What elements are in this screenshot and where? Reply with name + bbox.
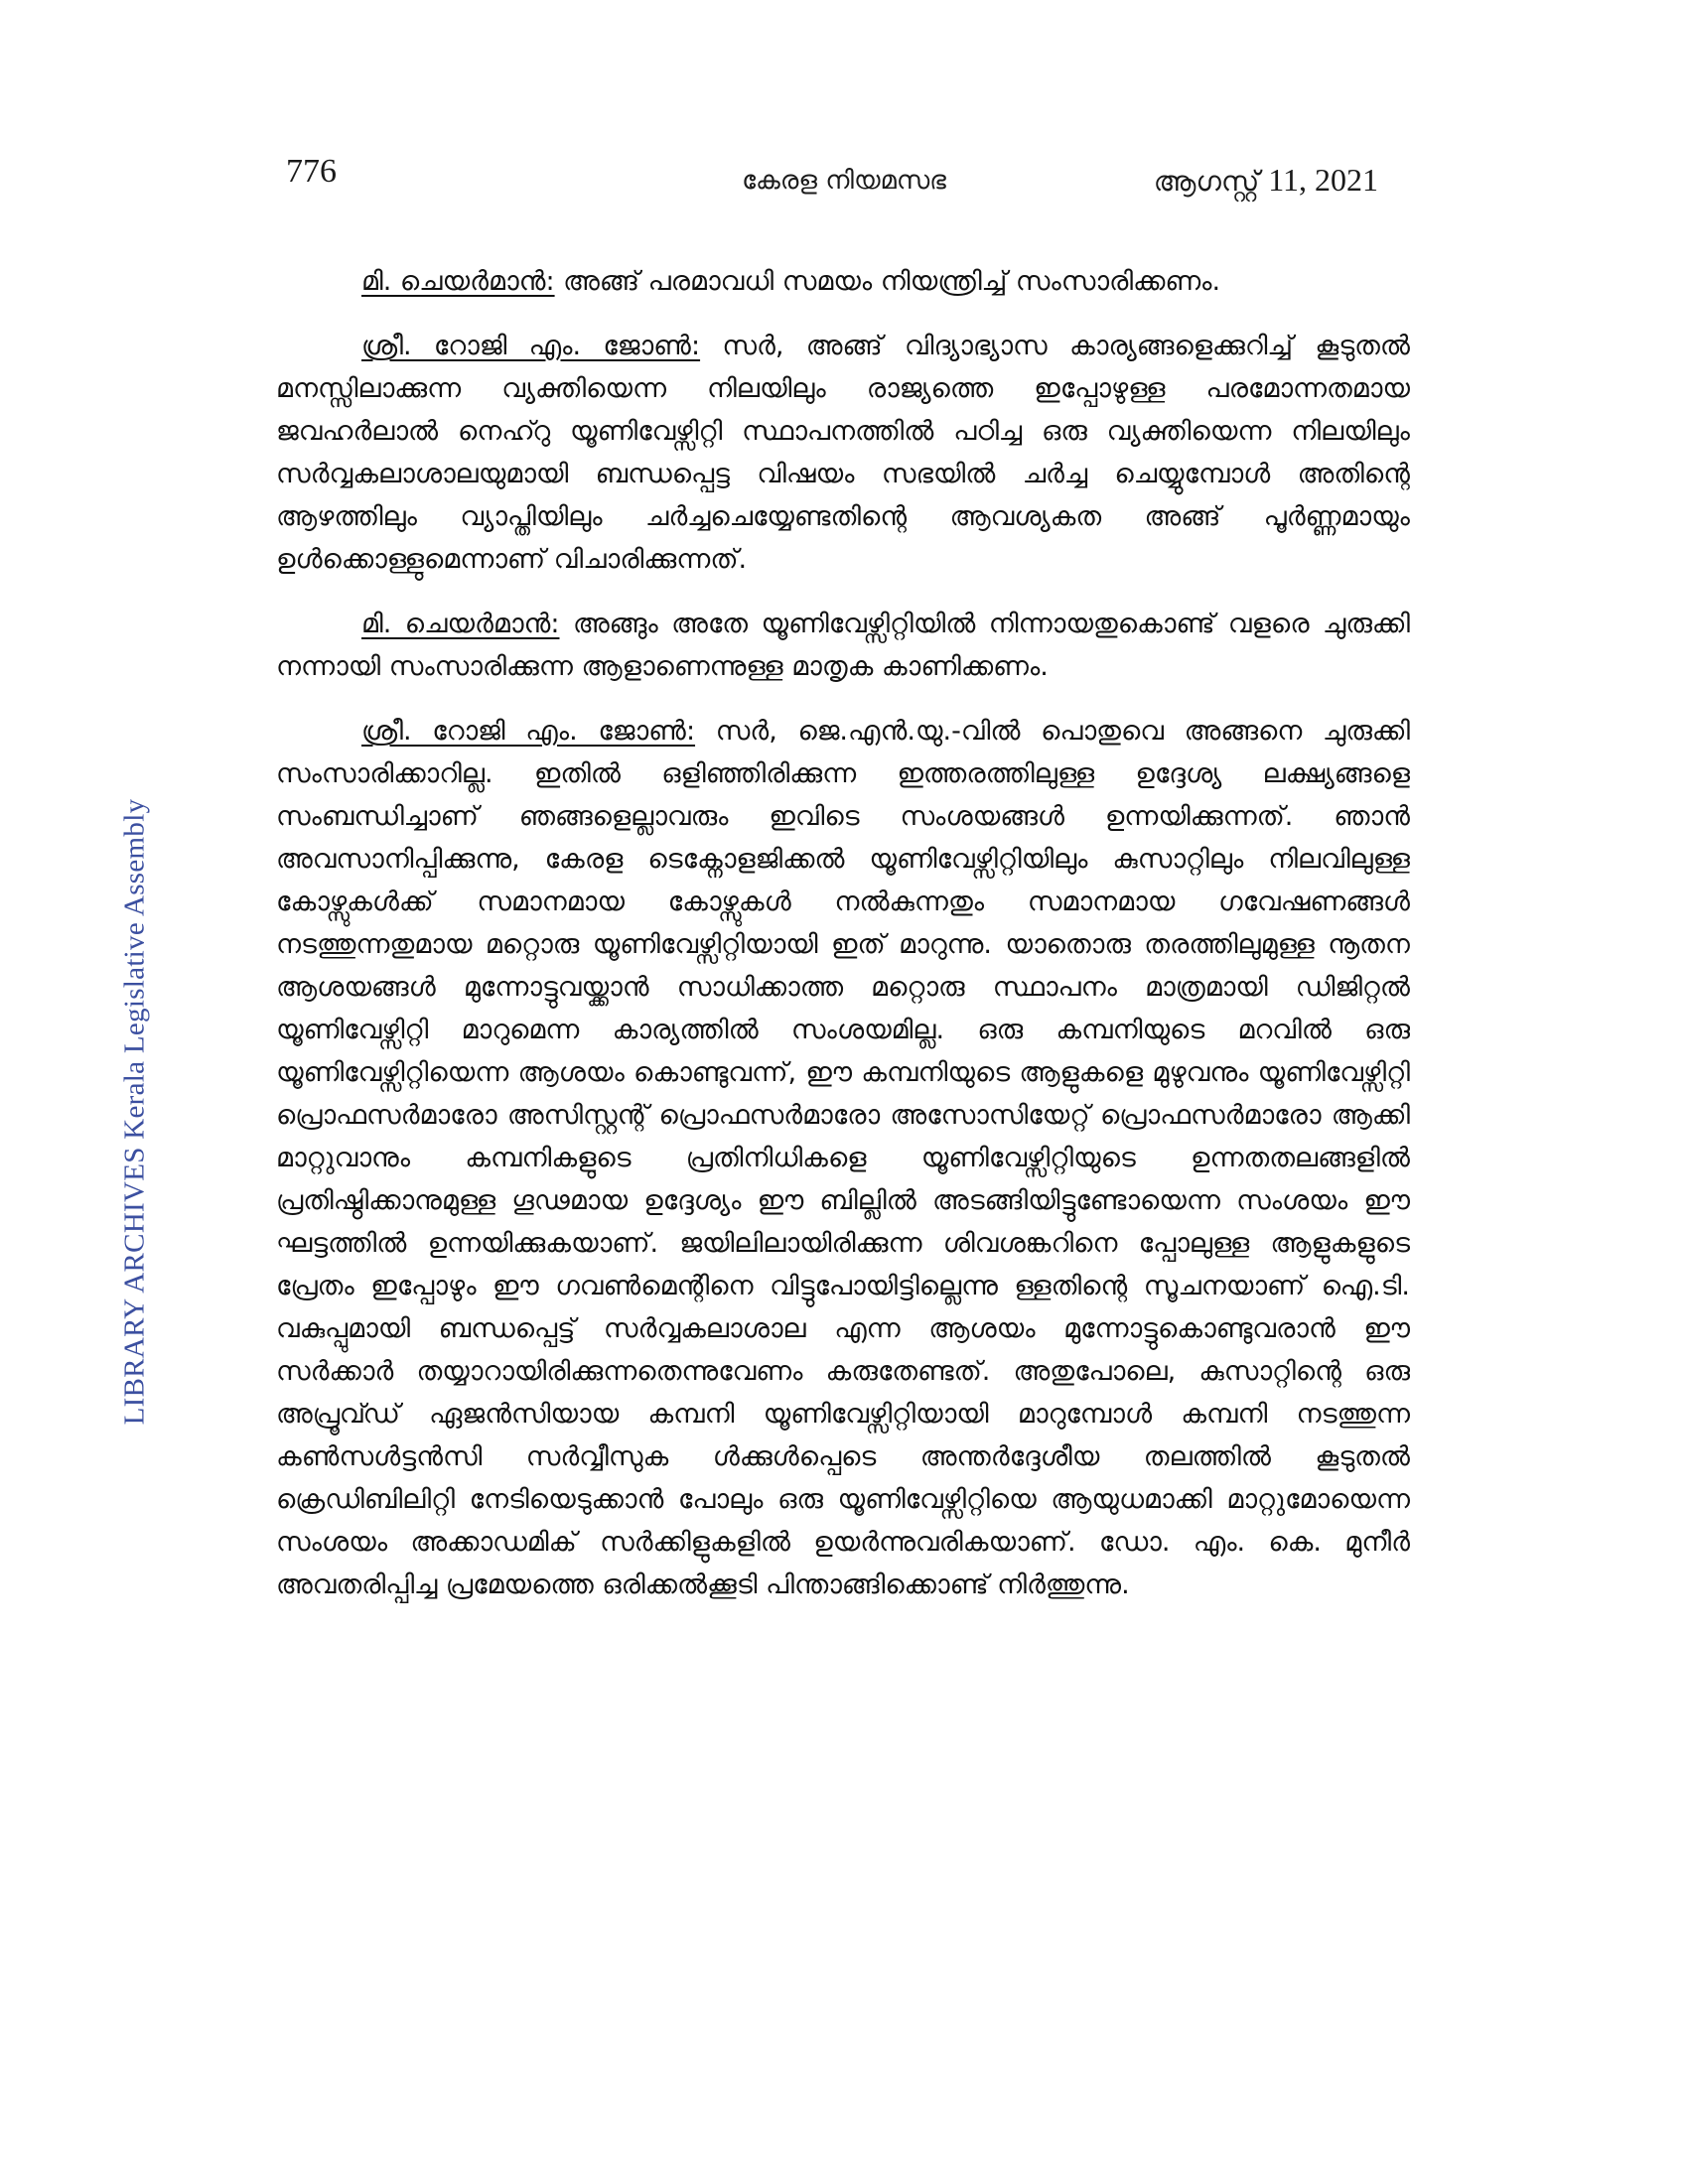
page-date [1154, 162, 1378, 199]
speaker-name: മി. ചെയർമാൻ: [361, 609, 560, 639]
paragraph-chairman-1 [276, 260, 1410, 303]
date-month: ആഗസ്റ്റ് [1153, 165, 1260, 198]
speech-text: അങ്ങും അതേ യൂണിവേഴ്സിറ്റിയിൽ നിന്നായതുകൊണ്ട് വളരെ ചുരുക്കി നന്നായി സംസാരിക്കുന്ന ആളാണെന്നുള്ള മാതൃക കാണിക്കണം. [276, 609, 1410, 682]
running-title: കേരള നിയമസഭ [742, 166, 946, 196]
paragraph-roji-2 [276, 710, 1410, 1606]
speech-text: സർ, അങ്ങ് വിദ്യാഭ്യാസ കാര്യങ്ങളെക്കുറിച്ച് കൂടുതൽ മനസ്സിലാക്കുന്ന വ്യക്തിയെന്ന നിലയിലും രാജ്യത്തെ ഇപ്പോഴുള്ള പരമോന്നതമായ ജവഹർലാൽ നെഹ്റു യൂണിവേഴ്സിറ്റി സ്ഥാപനത്തിൽ പഠിച്ച ഒരു വ്യക്തിയെന്ന നിലയിലും സർവ്വകലാശാലയുമായി ബന്ധപ്പെട്ട വിഷയം സഭയിൽ ചർച്ച ചെയ്യുമ്പോൾ അതിന്റെ ആഴത്തിലും വ്യാപ്തിയിലും ചർച്ചചെയ്യേണ്ടതിന്റെ ആവശ്യകത അങ്ങ് പൂർണ്ണമായും ഉൾക്കൊള്ളുമെന്നാണ് വിചാരിക്കുന്നത്. [276, 331, 1410, 575]
speech-text: അങ്ങ് പരമാവധി സമയം നിയന്ത്രിച്ച് സംസാരിക്കണം. [554, 266, 1221, 297]
archive-watermark: LIBRARY ARCHIVES Kerala Legislative Assembly [118, 798, 151, 1426]
speaker-name: മി. ചെയർമാൻ: [361, 266, 555, 297]
paragraph-roji-1 [276, 325, 1410, 581]
speaker-name: ശ്രീ. റോജി എം. ജോൺ: [361, 331, 701, 361]
page-number: 776 [286, 153, 337, 190]
date-day-year: 11, 2021 [1268, 162, 1378, 198]
paragraph-chairman-2 [276, 603, 1410, 688]
speech-text: സർ, ജെ.എൻ.യു.-വിൽ പൊതുവെ അങ്ങനെ ചുരുക്കി സംസാരിക്കാറില്ല. ഇതിൽ ഒളിഞ്ഞിരിക്കുന്ന ഇത്തരത്തിലുള്ള ഉദ്ദേശ്യ ലക്ഷ്യങ്ങളെ സംബന്ധിച്ചാണ് ഞങ്ങളെല്ലാവരും ഇവിടെ സംശയങ്ങൾ ഉന്നയിക്കുന്നത്. ഞാൻ അവസാനിപ്പിക്കുന്നു, കേരള ടെക്നോളജിക്കൽ യൂണിവേഴ്സിറ്റിയിലും കുസാറ്റിലും നിലവിലുള്ള കോഴ്സുകൾക്ക് സമാനമായ കോഴ്സുകൾ നൽകുന്നതും സമാനമായ ഗവേഷണങ്ങൾ നടത്തുന്നതുമായ മറ്റൊരു യൂണിവേഴ്സിറ്റിയായി ഇത് മാറുന്നു. യാതൊരു തരത്തിലുമുള്ള നൂതന ആശയങ്ങൾ മുന്നോട്ടുവയ്ക്കാൻ സാധിക്കാത്ത മറ്റൊരു സ്ഥാപനം മാത്രമായി ഡിജിറ്റൽ യൂണിവേഴ്സിറ്റി മാറുമെന്ന കാര്യത്തിൽ സംശയമില്ല. ഒരു കമ്പനിയുടെ മറവിൽ ഒരു യൂണിവേഴ്സിറ്റിയെന്ന ആശയം കൊണ്ടുവന്ന്, ഈ കമ്പനിയുടെ ആളുകളെ മുഴുവനും യൂണിവേഴ്സിറ്റി പ്രൊഫസർമാരോ അസിസ്റ്റന്റ് പ്രൊഫസർമാരോ അസോസിയേറ്റ് പ്രൊഫസർമാരോ ആക്കി മാറ്റുവാനും കമ്പനികളുടെ പ്രതിനിധികളെ യൂണിവേഴ്സിറ്റിയുടെ ഉന്നതതലങ്ങളിൽ പ്രതിഷ്ഠിക്കാനുമുള്ള ഗൂഢമായ ഉദ്ദേശ്യം ഈ ബില്ലിൽ അടങ്ങിയിട്ടുണ്ടോയെന്ന സംശയം ഈ ഘട്ടത്തിൽ ഉന്നയിക്കുകയാണ്. ജയിലിലായിരിക്കുന്ന ശിവശങ്കറിനെ പ്പോലുള്ള ആളുകളുടെ പ്രേതം ഇപ്പോഴും ഈ ഗവൺമെന്റിനെ വിട്ടുപോയിട്ടില്ലെന്നു ള്ളതിന്റെ സൂചനയാണ് ഐ.ടി. വകുപ്പുമായി ബന്ധപ്പെട്ട് സർവ്വകലാശാല എന്ന ആശയം മുന്നോട്ടുകൊണ്ടുവരാൻ ഈ സർക്കാർ തയ്യാറായിരിക്കുന്നതെന്നുവേണം കരുതേണ്ടത്. അതുപോലെ, കുസാറ്റിന്റെ ഒരു അപ്രൂവ്ഡ് ഏജൻസിയായ കമ്പനി യൂണിവേഴ്സിറ്റിയായി മാറുമ്പോൾ കമ്പനി നടത്തുന്ന കൺസൾട്ടൻസി സർവ്വീസുക ൾക്കുൾപ്പെടെ അന്തർദ്ദേശീയ തലത്തിൽ കൂടുതൽ ക്രെഡിബിലിറ്റി നേടിയെടുക്കാൻ പോലും ഒരു യൂണിവേഴ്സിറ്റിയെ ആയുധമാക്കി മാറ്റുമോയെന്ന സംശയം അക്കാഡമിക് സർക്കിളുകളിൽ ഉയർന്നുവരികയാണ്. ഡോ. എം. കെ. മുനീർ അവതരിപ്പിച്ച പ്രമേയത്തെ ഒരിക്കൽക്കൂടി പിന്താങ്ങിക്കൊണ്ട് നിർത്തുന്നു. [276, 716, 1410, 1600]
proceedings-body [276, 260, 1410, 1628]
speaker-name: ശ്രീ. റോജി എം. ജോൺ: [361, 716, 696, 747]
